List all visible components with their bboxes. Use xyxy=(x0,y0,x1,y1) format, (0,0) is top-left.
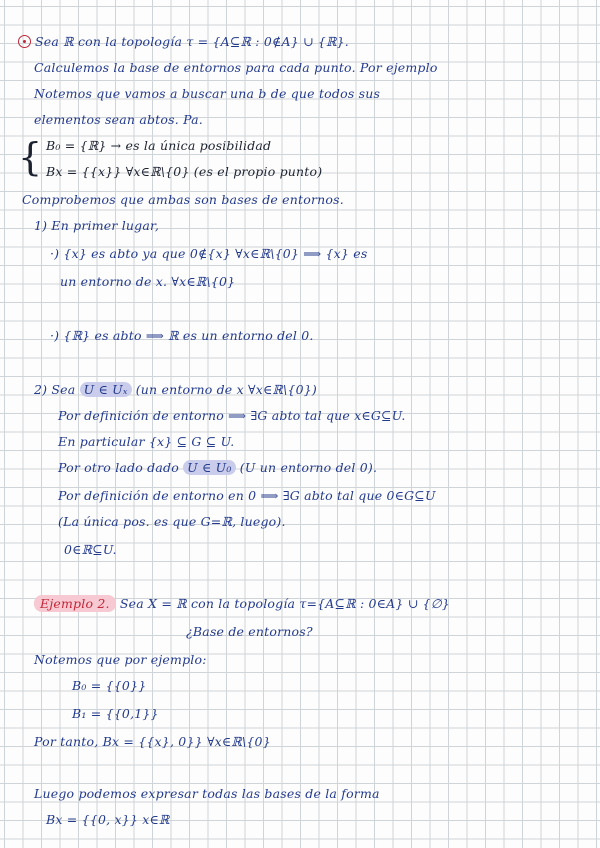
note-line: 0∈ℝ⊆U. xyxy=(64,542,117,557)
step-two-line: 2) Sea U ∈ Uₓ (un entorno de x ∀x∈ℝ\{0}) xyxy=(34,382,317,397)
example-label: Ejemplo 2. xyxy=(34,595,116,612)
note-line: Por otro lado dado U ∈ U₀ (U un entorno del 0). xyxy=(58,460,378,475)
note-line: B₀ = {{0}} xyxy=(72,678,147,693)
note-line: Notemos que por ejemplo: xyxy=(34,652,207,667)
note-line: B₁ = {{0,1}} xyxy=(72,706,159,721)
highlighted-neighbourhood: U ∈ Uₓ xyxy=(80,382,132,397)
note-line: Notemos que vamos a buscar una b de que todos sus xyxy=(34,86,381,101)
topology-definition-line: Sea ℝ con la topología τ = {A⊆ℝ : 0∉A} ∪ {ℝ}. xyxy=(18,34,349,50)
left-brace-icon: { xyxy=(18,135,43,179)
base-x-line: Bx = {{x}} ∀x∈ℝ\{0} (es el propio punto) xyxy=(46,164,323,179)
note-line: elementos sean abtos. Pa. xyxy=(34,112,203,127)
note-line: Comprobemos que ambas son bases de entornos. xyxy=(22,192,344,207)
highlighted-neighbourhood: U ∈ U₀ xyxy=(183,460,235,475)
note-line: Bx = {{0, x}} x∈ℝ xyxy=(46,812,170,827)
note-line: Calculemos la base de entornos para cada punto. Por ejemplo xyxy=(34,60,438,75)
note-line: Por definición de entorno en 0 ⟹ ∃G abto tal que 0∈G⊆U xyxy=(58,488,436,503)
note-line: Por definición de entorno ⟹ ∃G abto tal que x∈G⊆U. xyxy=(58,408,406,423)
note-line: Por tanto, Bx = {{x}, 0}} ∀x∈ℝ\{0} xyxy=(34,734,271,749)
example-two-line: Ejemplo 2. Sea X = ℝ con la topología τ={A⊆ℝ : 0∈A} ∪ {∅} xyxy=(34,596,450,612)
note-line: ·) {ℝ} es abto ⟹ ℝ es un entorno del 0. xyxy=(50,328,314,343)
note-line: un entorno de x. ∀x∈ℝ\{0} xyxy=(60,274,236,289)
note-line: (La única pos. es que G=ℝ, luego). xyxy=(58,514,286,529)
step-one-heading: 1) En primer lugar, xyxy=(34,218,160,233)
note-line: Luego podemos expresar todas las bases de la forma xyxy=(34,786,380,801)
bullet-mark-icon xyxy=(18,35,31,48)
note-line: ¿Base de entornos? xyxy=(186,624,313,639)
base-zero-line: B₀ = {ℝ} → es la única posibilidad xyxy=(46,138,272,153)
note-line: ·) {x} es abto ya que 0∉{x} ∀x∈ℝ\{0} ⟹ {x} es xyxy=(50,246,368,261)
note-line: En particular {x} ⊆ G ⊆ U. xyxy=(58,434,235,449)
